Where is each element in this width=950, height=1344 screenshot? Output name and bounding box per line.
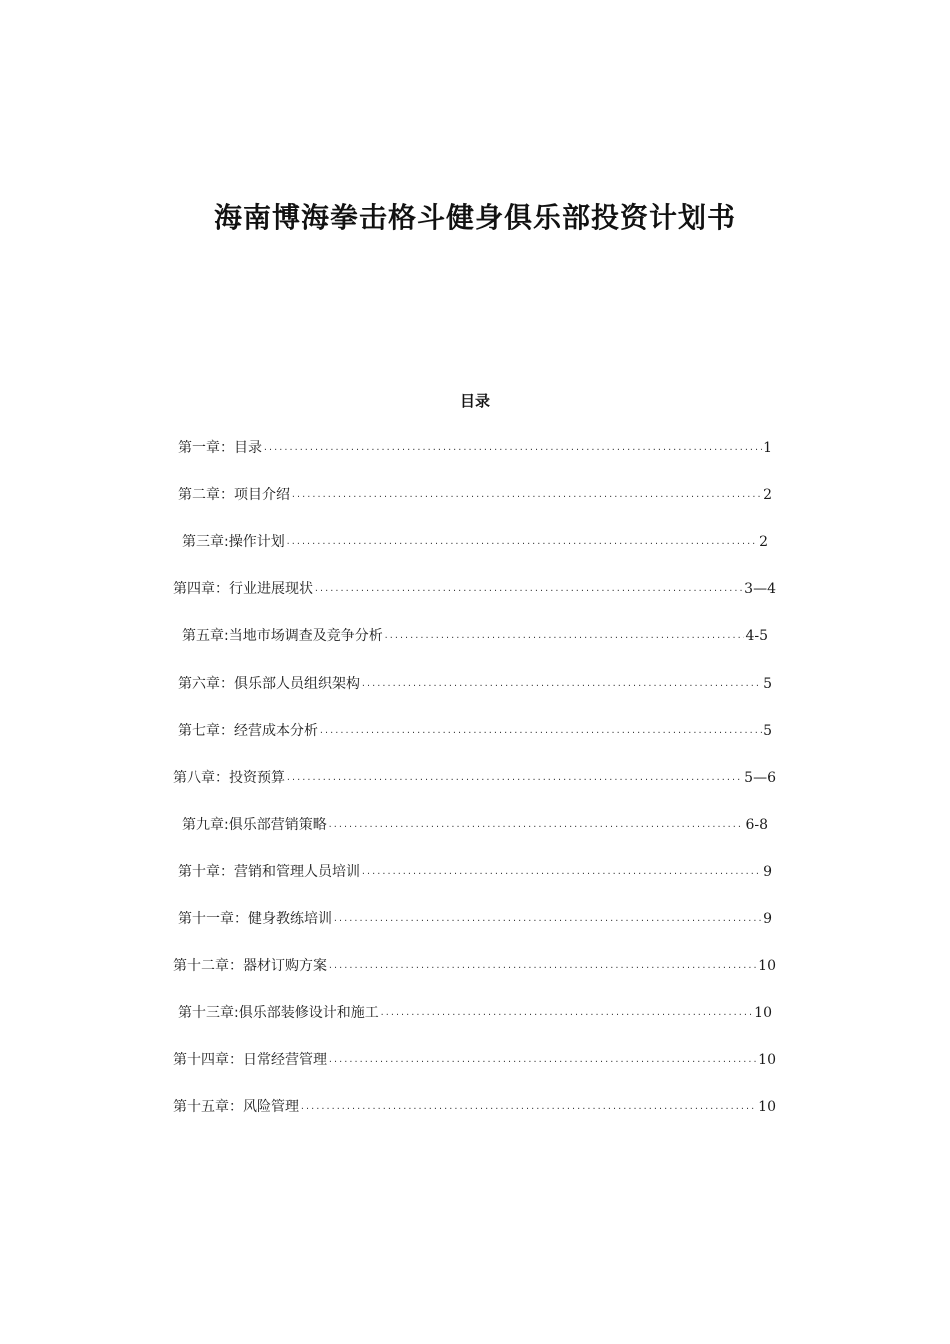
toc-entry-page: 10: [754, 1005, 772, 1021]
toc-entry-5: [182, 624, 768, 648]
toc-dot-leader: [333, 909, 762, 931]
toc-entry-12: [173, 954, 776, 978]
toc-entry-9: [182, 813, 768, 837]
toc-dot-leader: [319, 721, 762, 743]
toc-dot-leader: [263, 438, 762, 460]
toc-entry-label: 第八章：投资预算: [173, 770, 285, 786]
toc-entry-2: [178, 483, 772, 507]
toc-entry-label: 第十一章：健身教练培训: [178, 911, 332, 927]
document-title: 海南博海拳击格斗健身俱乐部投资计划书: [213, 201, 736, 234]
toc-dot-leader: [328, 1050, 757, 1072]
toc-entry-page: 3—4: [744, 581, 776, 597]
toc-entry-label: 第十二章：器材订购方案: [173, 958, 327, 974]
toc-entry-label: 第七章：经营成本分析: [178, 723, 318, 739]
toc-entry-10: [178, 860, 772, 884]
toc-entry-label: 第十章：营销和管理人员培训: [178, 864, 360, 880]
toc-entry-page: 1: [763, 440, 772, 456]
toc-heading: 目录: [459, 392, 490, 410]
toc-entry-8: [173, 766, 776, 790]
toc-dot-leader: [380, 1003, 753, 1025]
toc-entry-13: [178, 1001, 772, 1025]
toc-dot-leader: [300, 1097, 757, 1119]
toc-entry-1: [178, 436, 772, 460]
toc-entry-3: [182, 530, 768, 554]
toc-entry-label: 第五章:当地市场调查及竞争分析: [182, 628, 383, 644]
toc-entry-page: 10: [758, 958, 776, 974]
toc-entry-page: 2: [763, 487, 772, 503]
toc-entry-15: [173, 1095, 776, 1119]
toc-entry-page: 2: [759, 534, 768, 550]
toc-entry-page: 10: [758, 1052, 776, 1068]
toc-dot-leader: [314, 579, 743, 601]
toc-entry-label: 第九章:俱乐部营销策略: [182, 817, 327, 833]
toc-entry-4: [173, 577, 776, 601]
toc-entry-page: 5: [763, 723, 772, 739]
toc-entry-label: 第二章：项目介绍: [178, 487, 290, 503]
toc-entry-page: 9: [763, 911, 772, 927]
toc-entry-14: [173, 1048, 776, 1072]
toc-entry-6: [178, 672, 772, 696]
toc-entry-page: 10: [758, 1099, 776, 1115]
toc-entry-label: 第三章:操作计划: [182, 534, 285, 550]
toc-entry-page: 4-5: [745, 628, 768, 644]
toc-entry-page: 5—6: [744, 770, 776, 786]
toc-entry-label: 第六章：俱乐部人员组织架构: [178, 676, 360, 692]
toc-dot-leader: [361, 674, 762, 696]
toc-dot-leader: [361, 862, 762, 884]
toc-entry-11: [178, 907, 772, 931]
toc-dot-leader: [328, 815, 745, 837]
toc-dot-leader: [291, 485, 762, 507]
toc-entry-label: 第十三章:俱乐部装修设计和施工: [178, 1005, 379, 1021]
toc-entry-7: [178, 719, 772, 743]
toc-dot-leader: [286, 768, 743, 790]
toc-entry-page: 6-8: [745, 817, 768, 833]
toc-dot-leader: [384, 626, 745, 648]
toc-entry-label: 第十五章：风险管理: [173, 1099, 299, 1115]
toc-entry-label: 第十四章：日常经营管理: [173, 1052, 327, 1068]
toc-entry-label: 第四章：行业进展现状: [173, 581, 313, 597]
toc-dot-leader: [286, 532, 758, 554]
toc-dot-leader: [328, 956, 757, 978]
toc-entry-page: 9: [763, 864, 772, 880]
toc-entry-page: 5: [763, 676, 772, 692]
toc-entry-label: 第一章：目录: [178, 440, 262, 456]
